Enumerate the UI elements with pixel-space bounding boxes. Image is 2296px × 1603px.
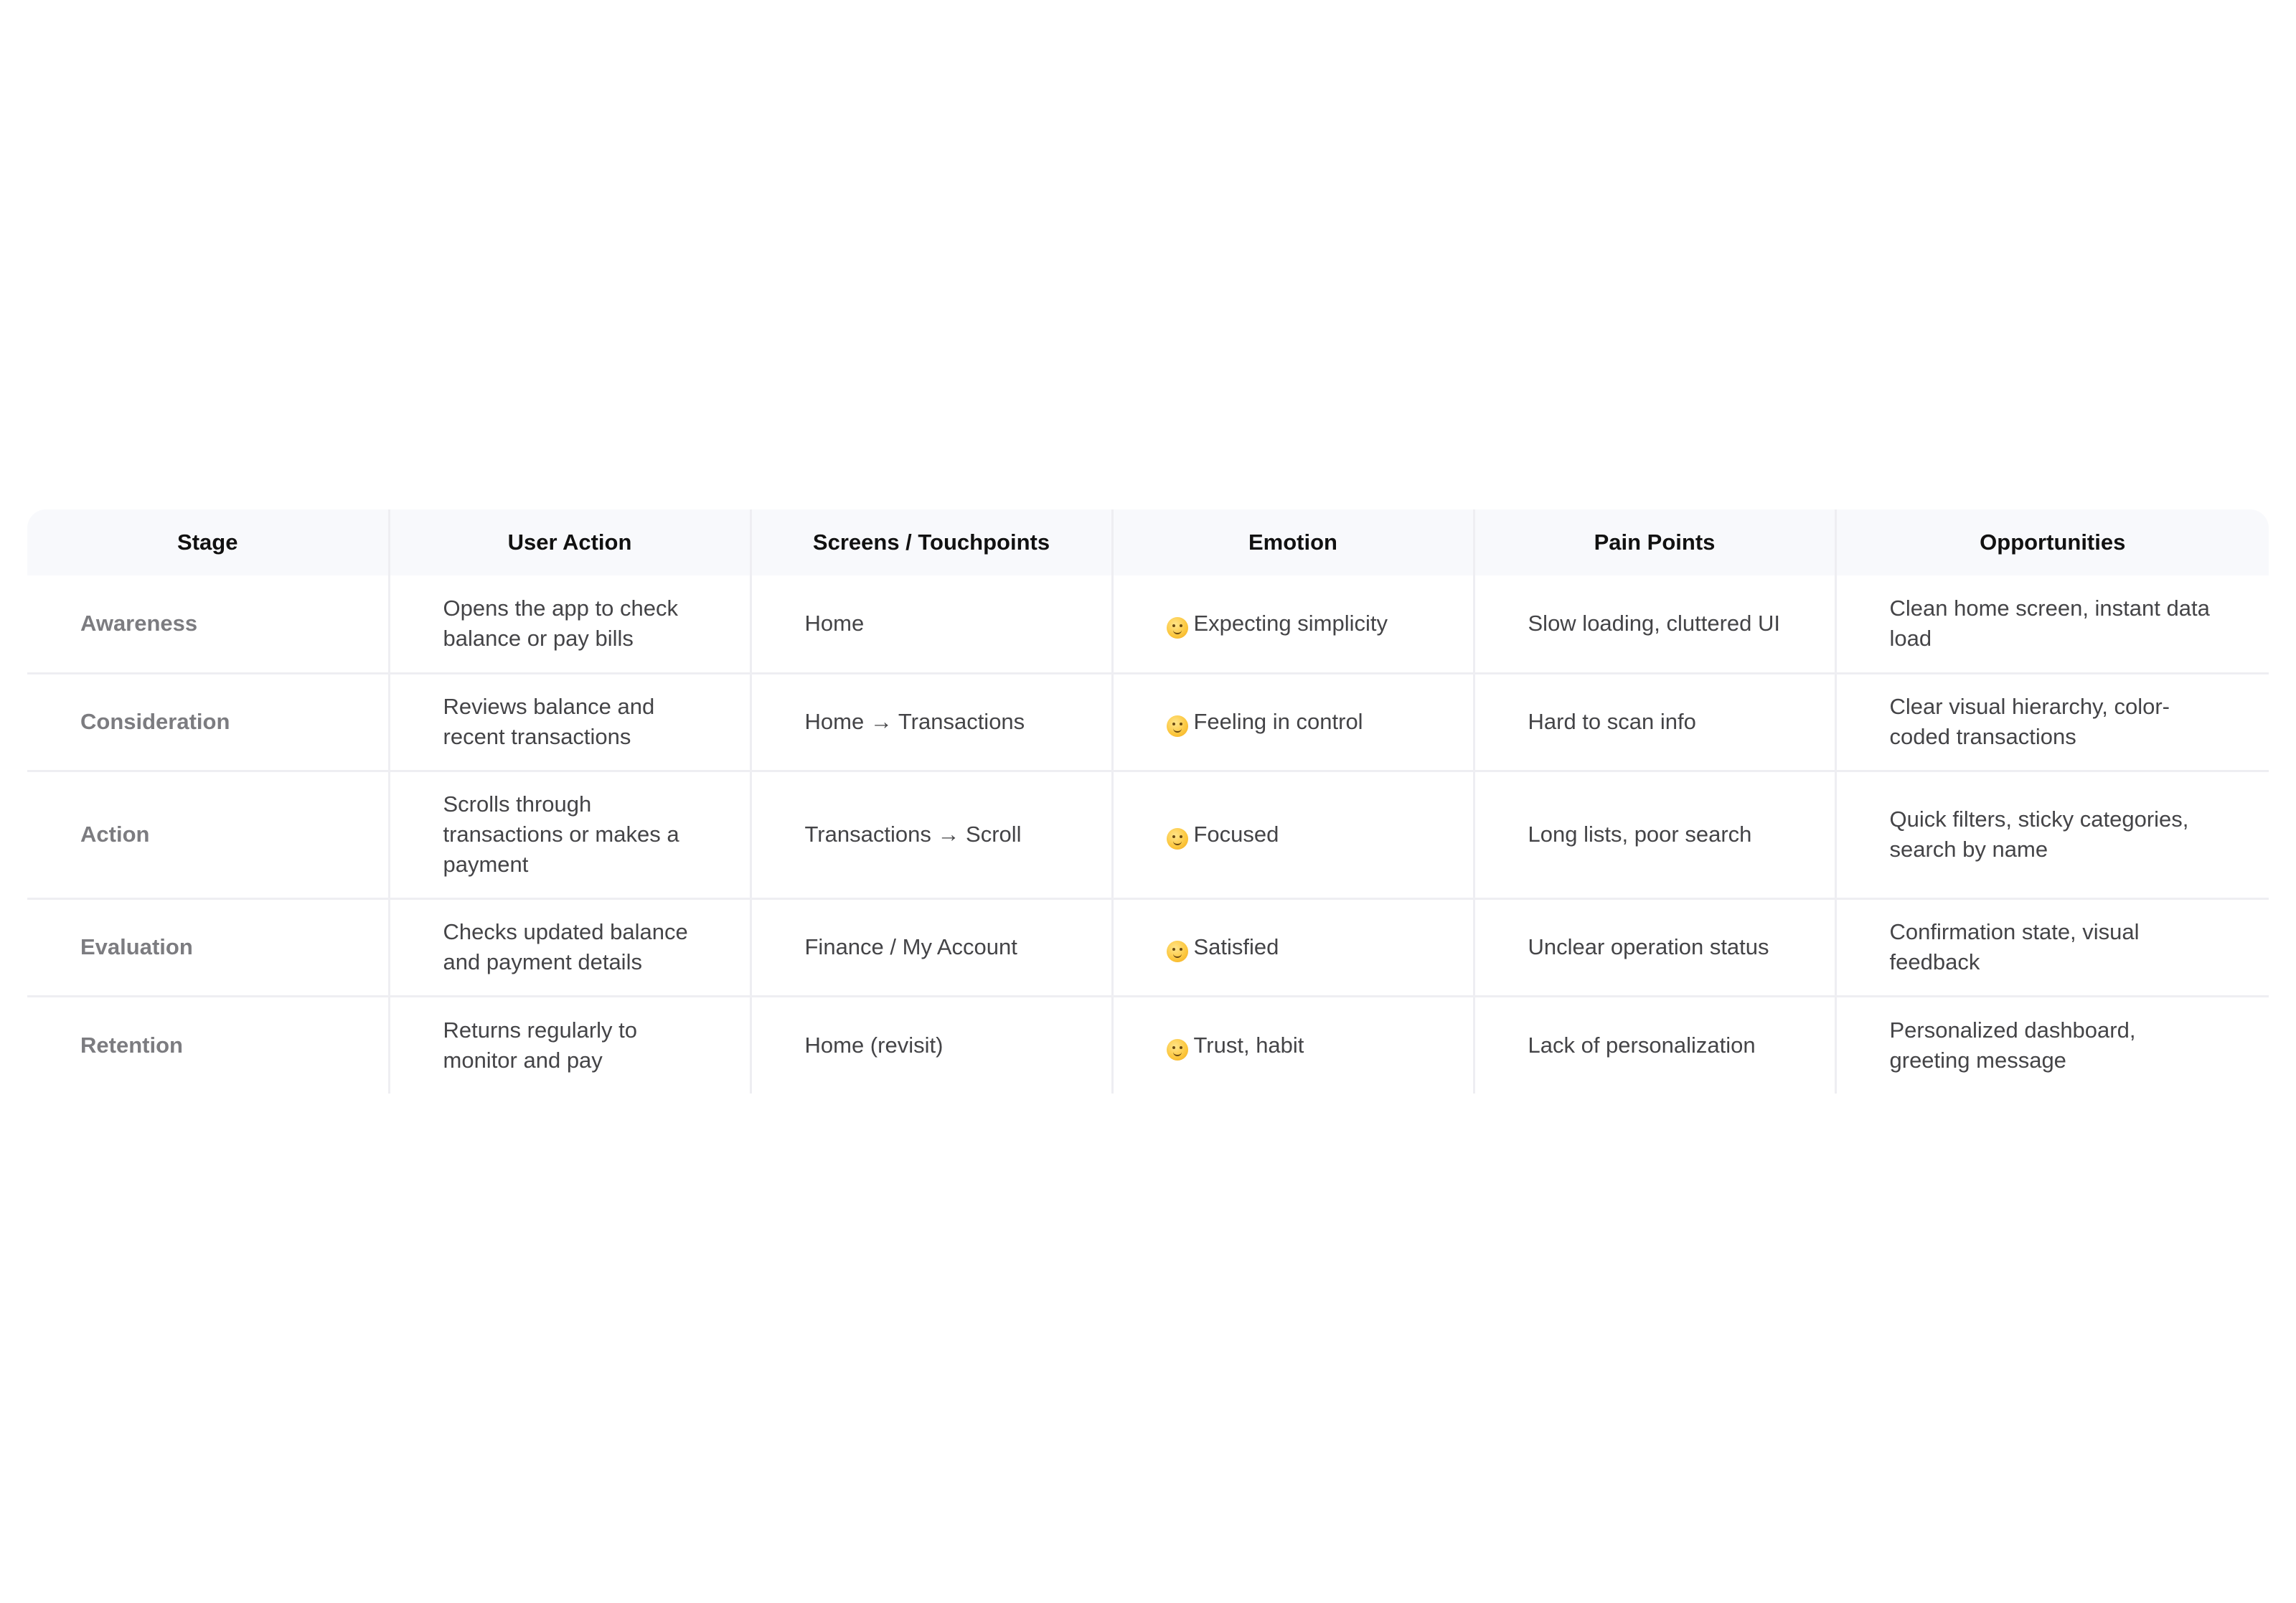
screens-cell: Transactions → Scroll [751, 771, 1112, 898]
emotion-label: Trust, habit [1193, 1032, 1304, 1058]
emotion-cell [1112, 575, 1474, 673]
screens-cell: Finance / My Account [751, 898, 1112, 996]
stage-cell: Awareness [27, 575, 389, 673]
screens-cell: Home [751, 575, 1112, 673]
opportunities-cell: Personalized dashboard, greeting message [1889, 1017, 2136, 1073]
relieved-face-icon [1167, 941, 1188, 962]
header-screens-touchpoints: Screens / Touchpoints [751, 509, 1112, 575]
opportunities-cell: Clean home screen, instant data load [1835, 575, 2269, 673]
header-emotion: Emotion [1112, 509, 1474, 575]
slightly-smiling-face-icon [1167, 715, 1188, 737]
header-stage: Stage [27, 509, 389, 575]
emotion-cell [1112, 996, 1474, 1094]
pain-points-cell: Long lists, poor search [1474, 771, 1835, 898]
emotion-label: Expecting simplicity [1193, 611, 1388, 636]
journey-map-table [27, 509, 2269, 1094]
stage-cell: Evaluation [27, 898, 389, 996]
table-body [27, 575, 2269, 1094]
emotion-label: Feeling in control [1193, 709, 1363, 734]
smiling-face-icon [1167, 617, 1188, 639]
pain-points-cell: Hard to scan info [1474, 673, 1835, 771]
pain-points-cell: Lack of personalization [1474, 996, 1835, 1094]
screens-cell: Home → Transactions [751, 673, 1112, 771]
user-action-cell: Checks updated balance and payment details [389, 898, 751, 996]
slightly-smiling-face-icon [1167, 1039, 1188, 1061]
table-row [27, 673, 2269, 771]
user-action-cell: Reviews balance and recent transactions [389, 673, 751, 771]
header-row [27, 509, 2269, 575]
table-row [27, 771, 2269, 898]
neutral-face-icon [1167, 828, 1188, 850]
user-action-cell: Opens the app to check balance or pay bills [389, 575, 751, 673]
emotion-cell [1112, 673, 1474, 771]
opportunities-cell: Clear visual hierarchy, color-coded transactions [1835, 673, 2269, 771]
stage-cell: Retention [27, 996, 389, 1094]
user-action-cell: Scrolls through transactions or makes a payment [389, 771, 751, 898]
header-opportunities: Opportunities [1835, 509, 2269, 575]
pain-points-cell: Slow loading, cluttered UI [1474, 575, 1835, 673]
header-pain-points: Pain Points [1474, 509, 1835, 575]
opportunities-cell: Confirmation state, visual feedback [1835, 898, 2269, 996]
stage-cell: Action [27, 771, 389, 898]
table-header [27, 509, 2269, 575]
header-user-action: User Action [389, 509, 751, 575]
screens-cell: Home (revisit) [751, 996, 1112, 1094]
stage-cell: Consideration [27, 673, 389, 771]
pain-points-cell: Unclear operation status [1474, 898, 1835, 996]
table-row [27, 996, 2269, 1094]
emotion-cell [1112, 898, 1474, 996]
emotion-label: Focused [1193, 822, 1279, 847]
opportunities-cell: Quick filters, sticky categories, search by name [1835, 771, 2269, 898]
user-action-cell: Returns regularly to monitor and pay [389, 996, 751, 1094]
emotion-cell [1112, 771, 1474, 898]
table-row [27, 898, 2269, 996]
table-row [27, 575, 2269, 673]
emotion-label: Satisfied [1193, 934, 1279, 959]
